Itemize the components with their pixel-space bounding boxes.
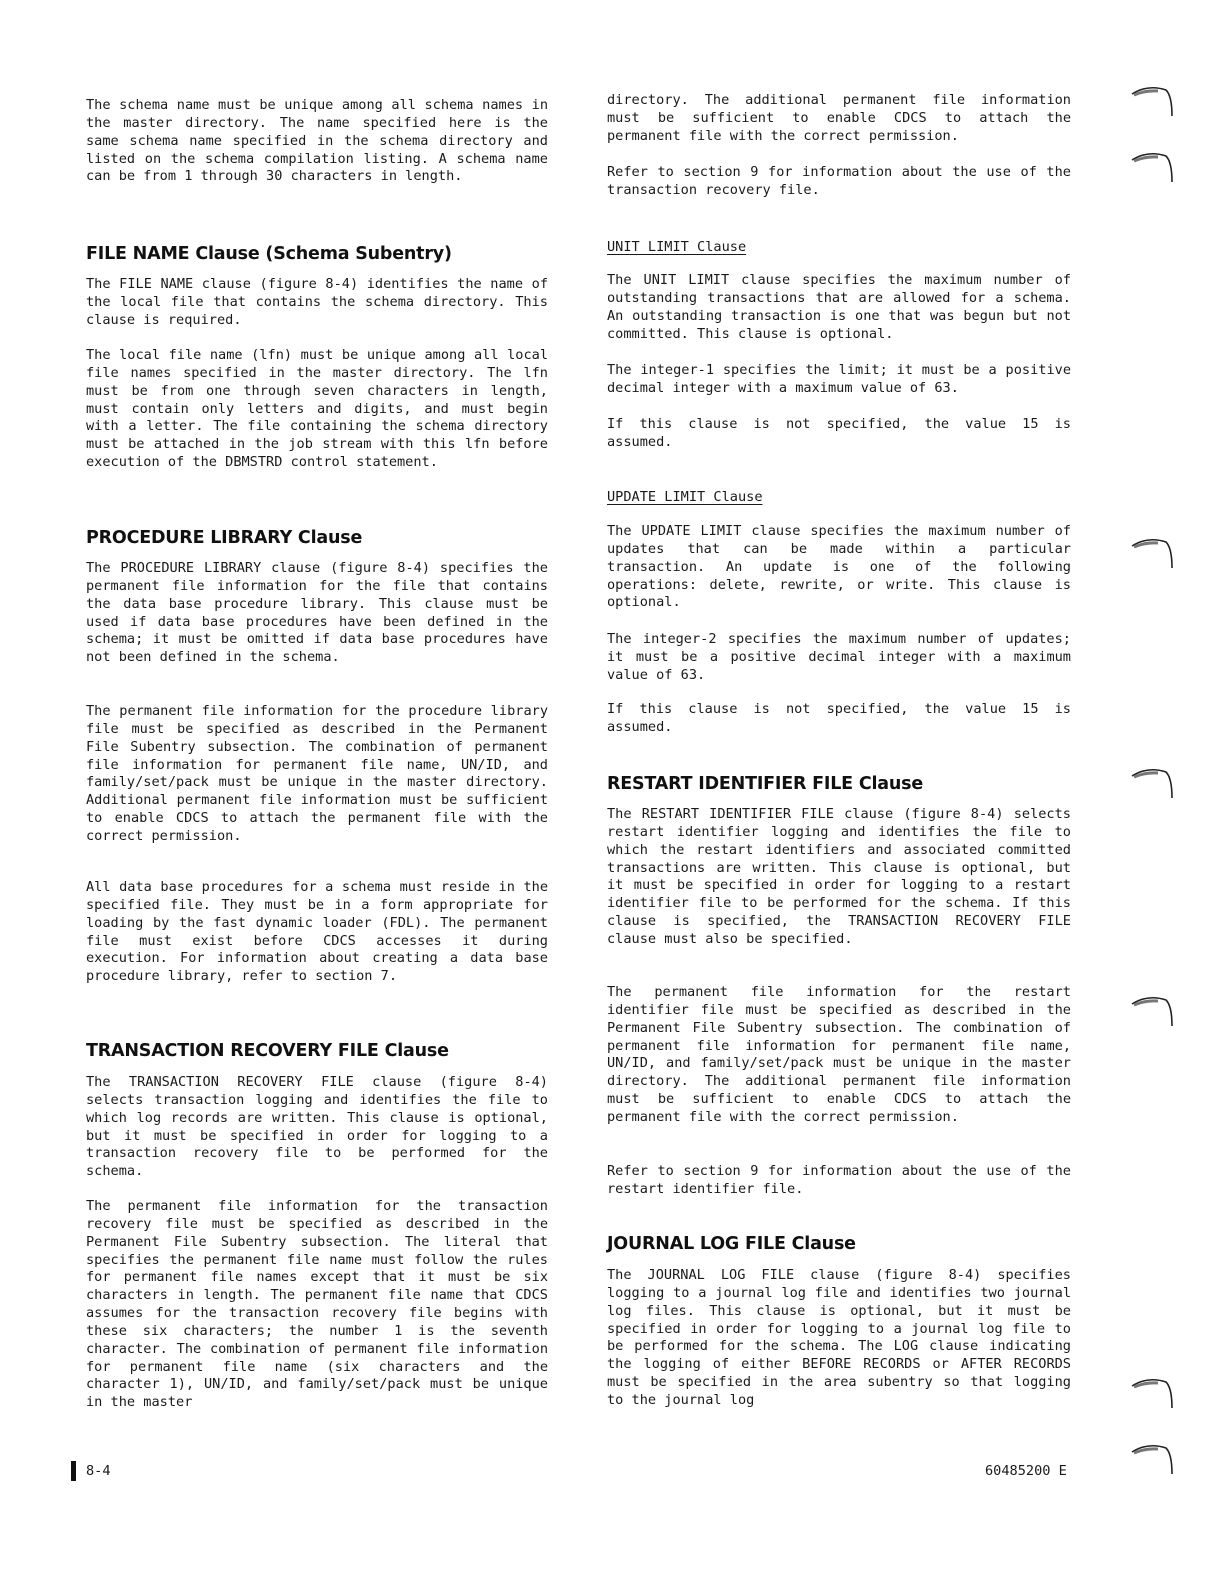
binder-hole-icon [1128, 1440, 1176, 1484]
section-heading-restart-identifier: RESTART IDENTIFIER FILE Clause [607, 774, 924, 794]
paragraph: The schema name must be unique among all schema names in the master directory. The name specified here is the same schema name specified in the schema directory and listed on the schema compilation listing. A schema name can be from 1 through 30 characters in length. [86, 97, 548, 185]
paragraph: The integer-2 specifies the maximum number of updates; it must be a positive decimal integer with a maximum value of 63. [607, 631, 1071, 683]
section-heading-file-name: FILE NAME Clause (Schema Subentry) [86, 244, 452, 264]
unit-limit-paragraph-3 [607, 416, 1071, 452]
document-number: 60485200 E [985, 1463, 1067, 1479]
paragraph: The UNIT LIMIT clause specifies the maximum number of outstanding transactions that are allowed for a schema. An outstanding transaction is one that was begun but not committed. This clause is optional. [607, 272, 1071, 342]
journal-heading-block [607, 1233, 1071, 1255]
paragraph: The permanent file information for the restart identifier file must be specified as described in the Permanent File Subentry subsection. The combination of permanent file information for permanent file name, UN/ID, and family/set/pack must be unique in the master directory. The additional permanent file information must be sufficient to enable CDCS to attach the permanent file with the correct permission. [607, 984, 1071, 1125]
file-name-heading-block [86, 243, 548, 265]
procedure-paragraph-3 [86, 879, 548, 986]
paragraph: The JOURNAL LOG FILE clause (figure 8-4) specifies logging to a journal log file and identifies two journal log files. This clause is optional, but it must be specified in order for logging to a journal log file to be performed for the schema. The LOG clause indicating the logging of either BEFORE RECORDS or AFTER RECORDS must be specified in the area subentry so that logging to the journal log [607, 1267, 1071, 1408]
unit-limit-paragraph-1 [607, 272, 1071, 343]
procedure-paragraph-2 [86, 703, 548, 846]
paragraph: directory. The additional permanent file information must be sufficient to enable CDCS to attach the permanent file with the correct permission. [607, 92, 1071, 144]
transaction-paragraph-2 [86, 1198, 548, 1412]
paragraph: The PROCEDURE LIBRARY clause (figure 8-4) specifies the permanent file information for the file that contains the data base procedure library. This clause must be used if data base procedures have been defined in the schema; it must be omitted if data base procedures have not been defined in the schema. [86, 560, 548, 666]
restart-heading-block [607, 773, 1071, 795]
binder-hole-icon [1128, 82, 1176, 126]
update-limit-paragraph-2 [607, 631, 1071, 685]
change-bar-mark [71, 1461, 76, 1481]
paragraph: Refer to section 9 for information about the use of the restart identifier file. [607, 1163, 1071, 1197]
schema-name-paragraph [86, 97, 548, 186]
update-limit-paragraph-3 [607, 701, 1071, 737]
restart-paragraph-1 [607, 806, 1071, 949]
update-limit-heading-block [607, 488, 1071, 506]
transaction-heading-block [86, 1040, 548, 1062]
restart-paragraph-3 [607, 1163, 1071, 1199]
transaction-paragraph-1 [86, 1074, 548, 1181]
paragraph: All data base procedures for a schema must reside in the specified file. They must be in a form appropriate for loading by the fast dynamic loader (FDL). The permanent file must exist before CDCS accesses it during execution. For information about creating a data base procedure library, refer to section 7. [86, 879, 548, 985]
paragraph: Refer to section 9 for information about the use of the transaction recovery file. [607, 164, 1071, 198]
transaction-continued-paragraph [607, 92, 1071, 146]
unit-limit-paragraph-2 [607, 362, 1071, 398]
binder-hole-icon [1128, 148, 1176, 192]
paragraph: The TRANSACTION RECOVERY FILE clause (figure 8-4) selects transaction logging and identifies the file to which log records are written. This clause is optional, but it must be specified in order for logging to a transaction recovery file to be performed for the schema. [86, 1074, 548, 1180]
paragraph: If this clause is not specified, the value 15 is assumed. [607, 416, 1071, 450]
binder-hole-icon [1128, 1374, 1176, 1418]
procedure-heading-block [86, 527, 548, 549]
unit-limit-heading-block [607, 238, 1071, 256]
binder-hole-icon [1128, 534, 1176, 578]
transaction-refer-paragraph [607, 164, 1071, 200]
file-name-paragraph-2 [86, 347, 548, 472]
section-heading-procedure-library: PROCEDURE LIBRARY Clause [86, 528, 363, 548]
file-name-paragraph-1 [86, 276, 548, 330]
update-limit-paragraph-1 [607, 523, 1071, 612]
paragraph: The FILE NAME clause (figure 8-4) identifies the name of the local file that contains the schema directory. This clause is required. [86, 276, 548, 328]
procedure-paragraph-1 [86, 560, 548, 667]
paragraph: The integer-1 specifies the limit; it must be a positive decimal integer with a maximum value of 63. [607, 362, 1071, 396]
paragraph: If this clause is not specified, the value 15 is assumed. [607, 701, 1071, 735]
paragraph: The local file name (lfn) must be unique among all local file names specified in the master directory. The lfn must be from one through seven characters in length, must contain only letters and digits, and must begin with a letter. The file containing the schema directory must be attached in the job stream with this lfn before execution of the DBMSTRD control statement. [86, 347, 548, 471]
binder-hole-icon [1128, 992, 1176, 1036]
page-number: 8-4 [86, 1463, 111, 1479]
paragraph: The UPDATE LIMIT clause specifies the maximum number of updates that can be made within a particular transaction. An update is one of the following operations: delete, rewrite, or write. This clause is optional. [607, 523, 1071, 611]
journal-paragraph-1 [607, 1267, 1071, 1410]
paragraph: The permanent file information for the procedure library file must be specified as described in the Permanent File Subentry subsection. The combination of permanent file information for permanent file name, UN/ID, and family/set/pack must be unique in the master directory. Additional permanent file information must be sufficient to enable CDCS to attach the permanent file with the correct permission. [86, 703, 548, 844]
subheading-update-limit: UPDATE LIMIT Clause [607, 489, 763, 505]
binder-hole-icon [1128, 764, 1176, 808]
paragraph: The RESTART IDENTIFIER FILE clause (figure 8-4) selects restart identifier logging and identifies the file to which the restart identifiers and associated committed transactions are written. This clause is optional, but it must be specified in order for logging to a restart identifier file to be performed for the schema. If this clause is specified, the TRANSACTION RECOVERY FILE clause must also be specified. [607, 806, 1071, 947]
section-heading-journal-log: JOURNAL LOG FILE Clause [607, 1234, 856, 1254]
section-heading-transaction-recovery: TRANSACTION RECOVERY FILE Clause [86, 1041, 449, 1061]
paragraph: The permanent file information for the transaction recovery file must be specified as described in the Permanent File Subentry subsection. The literal that specifies the permanent file name must follow the rules for permanent file names except that it must be six characters in length. The permanent file name that CDCS assumes for the transaction recovery file begins with these six characters; the number 1 is the seventh character. The combination of permanent file information for permanent file name (six characters and the character 1), UN/ID, and family/set/pack must be unique in the master [86, 1198, 548, 1411]
restart-paragraph-2 [607, 984, 1071, 1127]
subheading-unit-limit: UNIT LIMIT Clause [607, 239, 747, 255]
